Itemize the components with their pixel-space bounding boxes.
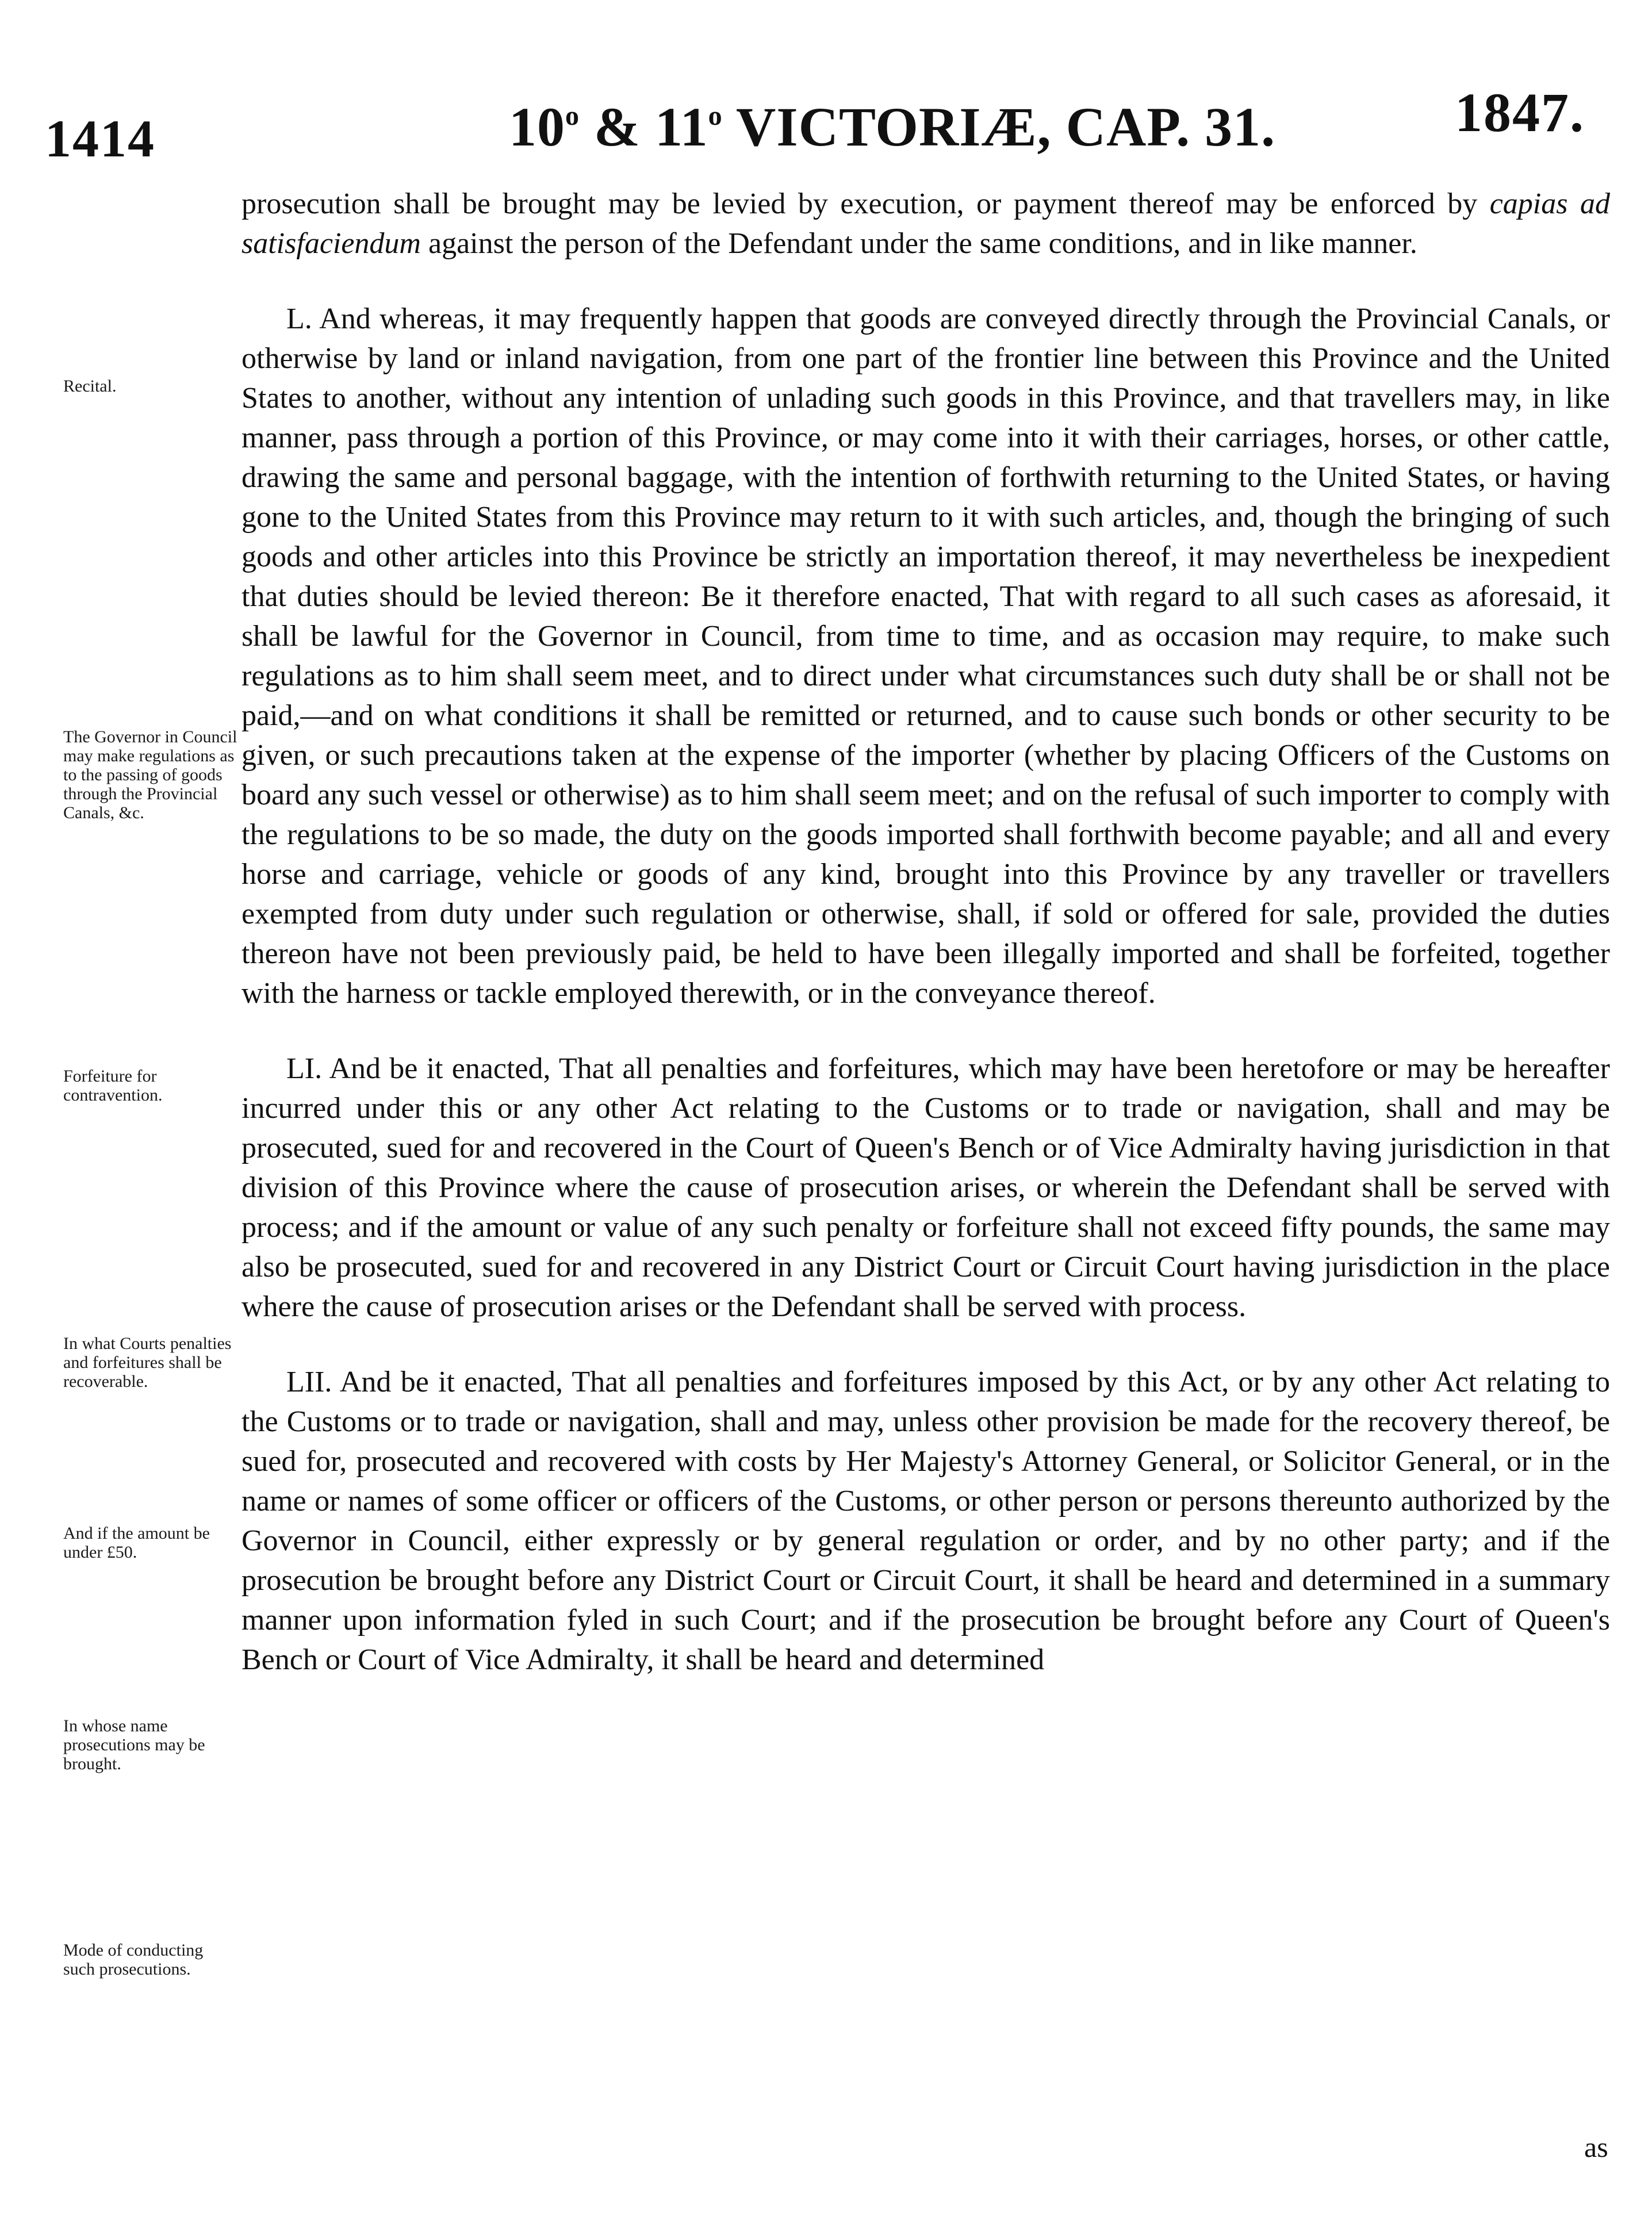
regnal-year-1: 10 — [509, 96, 565, 158]
continued-paragraph — [242, 184, 1610, 263]
margin-note-recital: Recital. — [63, 377, 117, 396]
page-number: 1414 — [45, 109, 155, 168]
continued-paragraph-start: prosecution shall be brought may be levied by execution, or payment thereof may be enforced by — [242, 187, 1490, 220]
act-chapter: VICTORIÆ, CAP. 31. — [735, 96, 1276, 158]
margin-note-courts: In what Courts penalties and forfeitures shall be recoverable. — [63, 1334, 232, 1391]
section-LI: LI. And be it enacted, That all penalties and forfeitures, which may have been heretofore or may be hereafter incurred under this or any other Act relating to the Customs or to trade or navigation, shall and may be prosecuted, sued for and recovered in the Court of Queen's Bench or of Vice Admiralty having jurisdiction in that division of this Province where the cause of prosecution arises, or wherein the Defendant shall be served with process; and if the amount or value of any such penalty or forfeiture shall not exceed fifty pounds, the same may also be prosecuted, sued for and recovered in any District Court or Circuit Court having jurisdiction in the place where the cause of prosecution arises or the Defendant shall be served with process. — [242, 1052, 1610, 1323]
regnal-ordinal-2: o — [708, 101, 723, 131]
margin-note-whose-name: In whose name prosecutions may be brought. — [63, 1716, 205, 1773]
margin-note-forfeiture: Forfeiture for contravention. — [63, 1067, 163, 1105]
page-year: 1847. — [1455, 82, 1585, 143]
statute-body — [242, 184, 1610, 1680]
catchword: as — [1584, 2131, 1608, 2163]
page-header — [0, 0, 1652, 190]
section-LII: LII. And be it enacted, That all penalties and forfeitures imposed by this Act, or by any other Act relating to the Customs or to trade or navigation, shall and may, unless other provision be made for the recovery thereof, be sued for, prosecuted and recovered with costs by Her Majesty's Attorney General, or Solicitor General, or in the name or names of some officer or officers of the Customs, or other person or persons thereunto authorized by the Governor in Council, either expressly or by general regulation or order, and by no other party; and if the prosecution be brought before any District Court or Circuit Court, it shall be heard and determined in a summary manner upon information fyled in such Court; and if the prosecution be brought before any Court of Queen's Bench or Court of Vice Admiralty, it shall be heard and determined — [242, 1366, 1610, 1676]
regnal-ordinal-1: o — [565, 101, 580, 131]
margin-note-mode: Mode of conducting such prosecutions. — [63, 1941, 204, 1979]
margin-note-under-50: And if the amount be under £50. — [63, 1524, 210, 1562]
running-title — [509, 95, 1275, 159]
margin-note-governor-regulations: The Governor in Council may make regulations as to the passing of goods through the Provincial Canals, &c. — [63, 727, 237, 822]
section-L: L. And whereas, it may frequently happen that goods are conveyed directly through the Provincial Canals, or otherwise by land or inland navigation, from one part of the frontier line between this Province and the United States to another, without any intention of unlading such goods in this Province, and that travellers may, in like manner, pass through a portion of this Province, or may come into it with their carriages, horses, or other cattle, drawing the same and personal baggage, with the intention of forthwith returning to the United States, or having gone to the United States from this Province may return to it with such articles, and, though the bringing of such goods and other articles into this Province be strictly an importation thereof, it may nevertheless be inexpedient that duties should be levied thereon: Be it therefore enacted, That with regard to all such cases as aforesaid, it shall be lawful for the Governor in Council, from time to time, and as occasion may require, to make such regulations as to him shall seem meet, and to direct under what circumstances such duty shall be or shall not be paid,—and on what conditions it shall be remitted or returned, and to cause such bonds or other security to be given, or such precautions taken at the expense of the importer (whether by placing Officers of the Customs on board any such vessel or otherwise) as to him shall seem meet; and on the refusal of such importer to comply with the regulations to be so made, the duty on the goods imported shall forthwith become payable; and all and every horse and carriage, vehicle or goods of any kind, brought into this Province by any traveller or travellers exempted from duty under such regulation or otherwise, shall, if sold or offered for sale, provided the duties thereon have not been previously paid, be held to have been illegally imported and shall be forfeited, together with the harness or tackle employed therewith, or in the conveyance thereof. — [242, 302, 1610, 1010]
regnal-year-2: 11 — [654, 96, 708, 158]
continued-paragraph-end: against the person of the Defendant under the same conditions, and in like manner. — [420, 227, 1417, 260]
continued-paragraph-italic-term: capias ad satisfaciendum — [242, 187, 1610, 260]
title-ampersand: & — [594, 96, 641, 158]
